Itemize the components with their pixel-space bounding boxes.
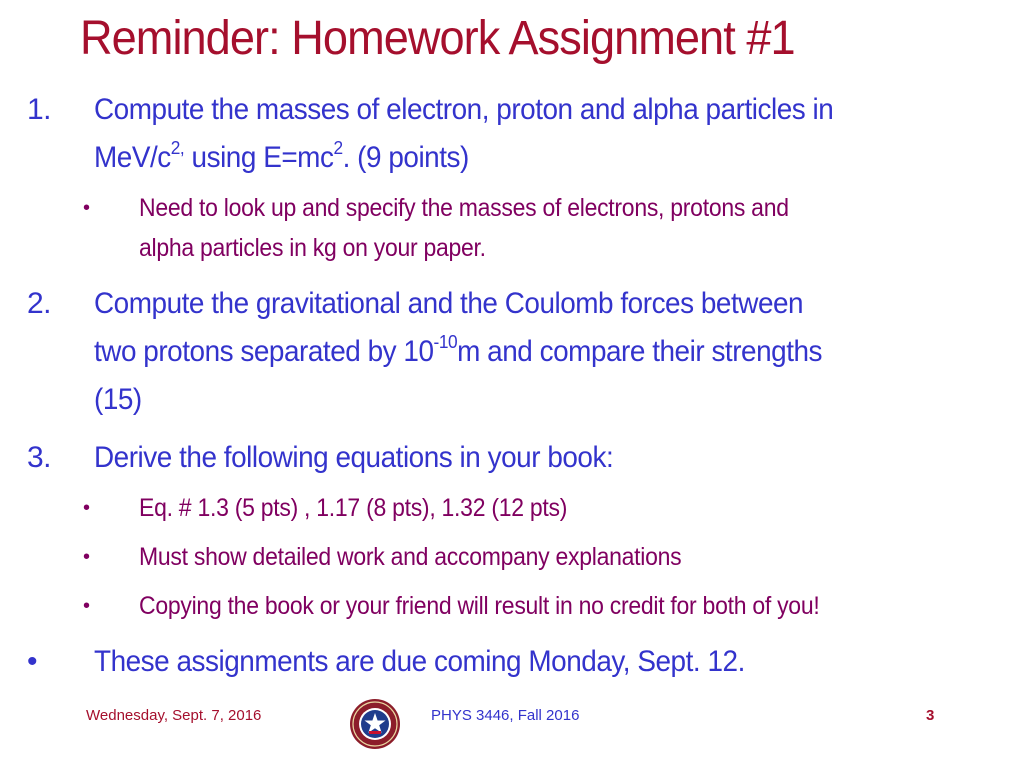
sub-item-line: Must show detailed work and accompany explanations xyxy=(139,543,682,571)
list-item-line: MeV/$c^{2,}$ using $E=mc^2$. (9 points) xyxy=(94,136,469,174)
footer-course: PHYS 3446, Fall 2016 xyxy=(431,707,580,724)
sub-item-line: Eq. # 1.3 (5 pts) , 1.17 (8 pts), 1.32 (12 pts) xyxy=(139,494,568,522)
sub-item-text xyxy=(139,586,819,626)
list-item-4 xyxy=(27,638,1007,686)
bullet-icon: • xyxy=(83,197,90,219)
bullet-icon: • xyxy=(27,645,38,678)
slide-title: Reminder: Homework Assignment #1 xyxy=(80,12,795,65)
list-item-line: Compute the masses of electron, proton and alpha particles in xyxy=(94,93,834,126)
footer-date: Wednesday, Sept. 7, 2016 xyxy=(86,707,262,724)
list-item-line: Derive the following equations in your book: xyxy=(94,441,614,474)
list-item-text xyxy=(94,638,745,686)
list-item-line: Compute the gravitational and the Coulomb forces between xyxy=(94,287,804,320)
sub-item-text xyxy=(139,488,567,528)
list-item-line: (15) xyxy=(94,383,142,416)
sub-item-text xyxy=(139,537,681,577)
sub-item-text xyxy=(139,188,789,268)
list-item-3 xyxy=(27,434,1007,482)
page-number: 3 xyxy=(926,707,935,724)
sub-item-line: Copying the book or your friend will result in no credit for both of you! xyxy=(139,592,820,620)
sub-item-3-1 xyxy=(83,488,1003,528)
sub-item-3-2 xyxy=(83,537,1003,577)
list-item-text xyxy=(94,434,613,482)
list-marker: 1. xyxy=(27,93,52,126)
bullet-icon: • xyxy=(83,497,90,519)
university-seal-icon xyxy=(349,698,401,750)
list-item-text xyxy=(94,86,833,182)
list-marker: 2. xyxy=(27,287,52,320)
bullet-icon: • xyxy=(83,546,90,568)
list-item-1 xyxy=(27,86,1007,182)
list-item-line: These assignments are due coming Monday, Sept. 12. xyxy=(94,645,745,678)
sub-item-1-1 xyxy=(83,188,1003,268)
bullet-icon: • xyxy=(83,595,90,617)
sub-item-line: Need to look up and specify the masses of electrons, protons and xyxy=(139,194,789,222)
sub-item-3-3 xyxy=(83,586,1013,626)
list-marker: 3. xyxy=(27,441,52,474)
list-item-text xyxy=(94,280,822,424)
sub-item-line: alpha particles in kg on your paper. xyxy=(139,234,486,262)
list-item-2 xyxy=(27,280,1007,424)
list-item-line: two protons separated by $10^{-10}m$ and compare their strengths xyxy=(94,330,823,368)
